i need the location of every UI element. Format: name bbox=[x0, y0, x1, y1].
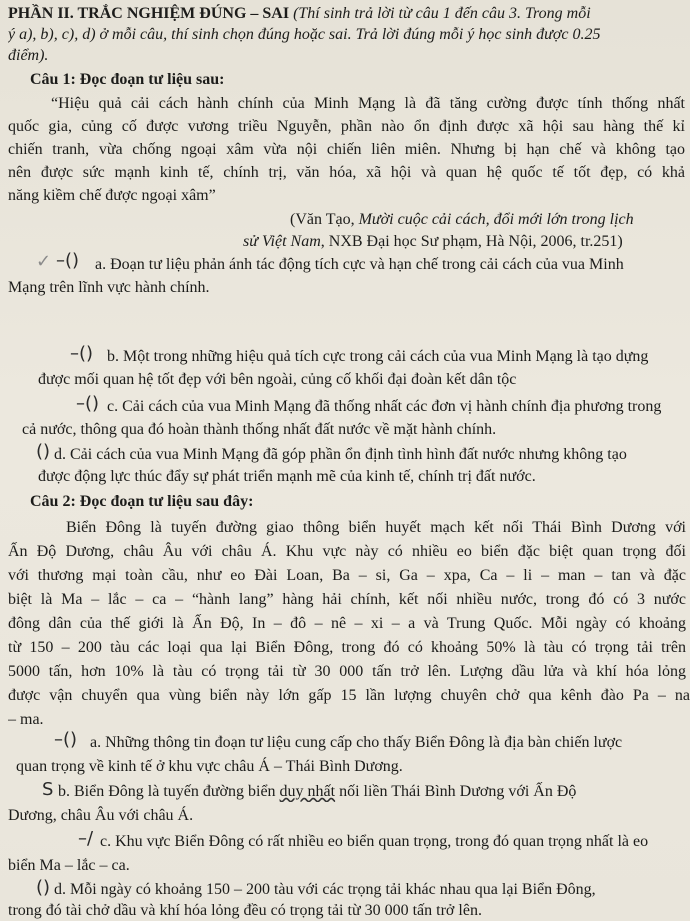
q2-option-b-underlined: duy nhất bbox=[279, 783, 336, 800]
part-title: PHẦN II. TRẮC NGHIỆM ĐÚNG – SAI bbox=[8, 5, 290, 22]
q2-option-c-line2: biển Ma – lắc – ca. bbox=[8, 857, 130, 874]
q2-passage-line: đông dân của thế giới là Ấn Độ, In – đô – nê – xi – a và Trung Quốc. Mỗi ngày có khoảng bbox=[8, 615, 686, 632]
handwritten-answer-mark-icon: –/ bbox=[78, 828, 94, 849]
q2-option-d-line1: d. Mỗi ngày có khoảng 150 – 200 tàu với các trọng tải khác nhau qua lại Biển Đông, bbox=[54, 881, 596, 898]
q2-passage-line: biệt là Ma – lắc – ca – “hành lang” hàng hải chính, kết nối nhiều nước, trong đó có 3 nước bbox=[8, 591, 686, 608]
part-instruction-line2: ý a), b), c), d) ở mỗi câu, thí sinh chọn đúng hoặc sai. Trả lời đúng mỗi ý học sinh được 0.25 bbox=[8, 26, 601, 43]
q2-option-a-line1: a. Những thông tin đoạn tư liệu cung cấp cho thấy Biển Đông là địa bàn chiến lược bbox=[90, 734, 623, 751]
handwritten-answer-mark-icon: () bbox=[36, 441, 51, 462]
q1-option-b-line1: b. Một trong những hiệu quả tích cực trong cải cách của vua Minh Mạng là tạo dựng bbox=[107, 348, 649, 365]
part-heading bbox=[8, 4, 684, 24]
part-instruction: (Thí sinh trả lời từ câu 1 đến câu 3. Trong mỗi bbox=[289, 5, 591, 22]
handwritten-answer-mark-icon: S bbox=[42, 779, 54, 800]
q2-passage-line: – ma. bbox=[8, 711, 44, 728]
part-instruction-line3: điểm). bbox=[8, 47, 49, 64]
q2-passage-line: Biển Đông là tuyến đường giao thông biển huyết mạch kết nối Thái Bình Dương với bbox=[66, 519, 686, 536]
q1-passage-line: chiến tranh, vừa chống ngoại xâm vừa nội chiến liên miên. Nhưng bị hạn chế và không tạo bbox=[8, 141, 685, 158]
q1-source-publisher: , NXB Đại học Sư phạm, Hà Nội, 2006, tr.251) bbox=[320, 233, 623, 250]
q1-source-line1 bbox=[290, 210, 685, 230]
q1-source-author: (Văn Tạo, bbox=[290, 211, 359, 228]
q2-passage-line: với thương mại toàn cầu, như eo Đài Loan, Ba – si, Ga – xpa, Ca – li – man – tan và đặc bbox=[8, 567, 686, 584]
q1-title: Câu 1: Đọc đoạn tư liệu sau: bbox=[30, 71, 225, 88]
q1-option-d-line2: được động lực thúc đẩy sự phát triển mạnh mẽ của kinh tế, chính trị đất nước. bbox=[38, 468, 536, 485]
check-mark-icon: ✓ bbox=[36, 251, 52, 272]
q2-passage-line: 5000 tấn, hơn 10% là tàu có trọng tải từ 30 000 tấn trở lên. Lượng dầu lửa và khí hóa lỏng bbox=[8, 663, 686, 680]
q1-source-line2 bbox=[243, 232, 685, 252]
q2-option-b-text: b. Biển Đông là tuyến đường biển bbox=[58, 783, 280, 800]
q1-option-a-line2: Mạng trên lĩnh vực hành chính. bbox=[8, 279, 210, 296]
q1-option-d-line1: d. Cải cách của vua Minh Mạng đã góp phần ổn định tình hình đất nước nhưng không tạo bbox=[54, 446, 627, 463]
q2-option-b-line1 bbox=[58, 782, 690, 802]
q1-option-a-line1: a. Đoạn tư liệu phản ánh tác động tích cực và hạn chế trong cải cách của vua Minh bbox=[95, 256, 624, 273]
q1-option-c-line1: c. Cải cách của vua Minh Mạng đã thống nhất các đơn vị hành chính địa phương trong bbox=[107, 398, 662, 415]
q1-option-b-line2: được mối quan hệ tốt đẹp với bên ngoài, củng cố khối đại đoàn kết dân tộc bbox=[38, 371, 517, 388]
q2-passage-line: được vận chuyển qua vùng biển này lớn gấp 15 lần lượng chuyên chở qua kênh đào Pa – na bbox=[8, 687, 690, 704]
q2-option-d-line2: trong đó tài chở dầu và khí hóa lỏng đều có trọng tải từ 30 000 tấn trở lên. bbox=[8, 902, 482, 919]
q1-passage-line: quốc gia, củng cố được vương triều Nguyễn, phần nào ổn định được xã hội sau hàng thế kỉ bbox=[8, 118, 685, 135]
q2-title: Câu 2: Đọc đoạn tư liệu sau đây: bbox=[30, 493, 254, 510]
q2-passage-line: Ấn Độ Dương, châu Âu với châu Á. Khu vực này có nhiều eo biển đặc biệt quan trọng đối bbox=[8, 543, 686, 560]
handwritten-answer-mark-icon: –() bbox=[54, 729, 78, 750]
q1-source-book-title: Mười cuộc cải cách, đổi mới lớn trong lịch bbox=[358, 211, 634, 228]
handwritten-answer-mark-icon: –() bbox=[56, 250, 80, 271]
handwritten-answer-mark-icon: () bbox=[36, 877, 51, 898]
q2-option-a-line2: quan trọng về kinh tế ở khu vực châu Á – Thái Bình Dương. bbox=[16, 758, 403, 775]
q1-passage-line: nên được sức mạnh kinh tế, chính trị, văn hóa, xã hội và quan hệ quốc tế tốt đẹp, có khả bbox=[8, 164, 685, 181]
q1-source-book-title-cont: sử Việt Nam bbox=[243, 233, 321, 250]
q2-option-b-text-cont: nối liền Thái Bình Dương với Ấn Độ bbox=[335, 783, 577, 800]
handwritten-answer-mark-icon: –() bbox=[76, 393, 100, 414]
q2-option-b-line2: Dương, châu Âu với châu Á. bbox=[8, 807, 194, 824]
q2-passage-line: từ 150 – 200 tàu các loại qua lại Biển Đông, trong đó có khoảng 50% là tàu có trọng tải trên bbox=[8, 639, 686, 656]
q1-option-c-line2: cả nước, thông qua đó hoàn thành thống nhất đất nước về mặt hành chính. bbox=[22, 421, 497, 438]
q1-passage-line: “Hiệu quả cải cách hành chính của Minh Mạng là đã tăng cường được tính thống nhất bbox=[51, 95, 685, 112]
handwritten-answer-mark-icon: –() bbox=[70, 343, 94, 364]
q1-passage-line: năng kiềm chế được ngoại xâm” bbox=[8, 187, 216, 204]
q2-option-c-line1: c. Khu vực Biển Đông có rất nhiều eo biển quan trọng, trong đó quan trọng nhất là eo bbox=[100, 833, 649, 850]
